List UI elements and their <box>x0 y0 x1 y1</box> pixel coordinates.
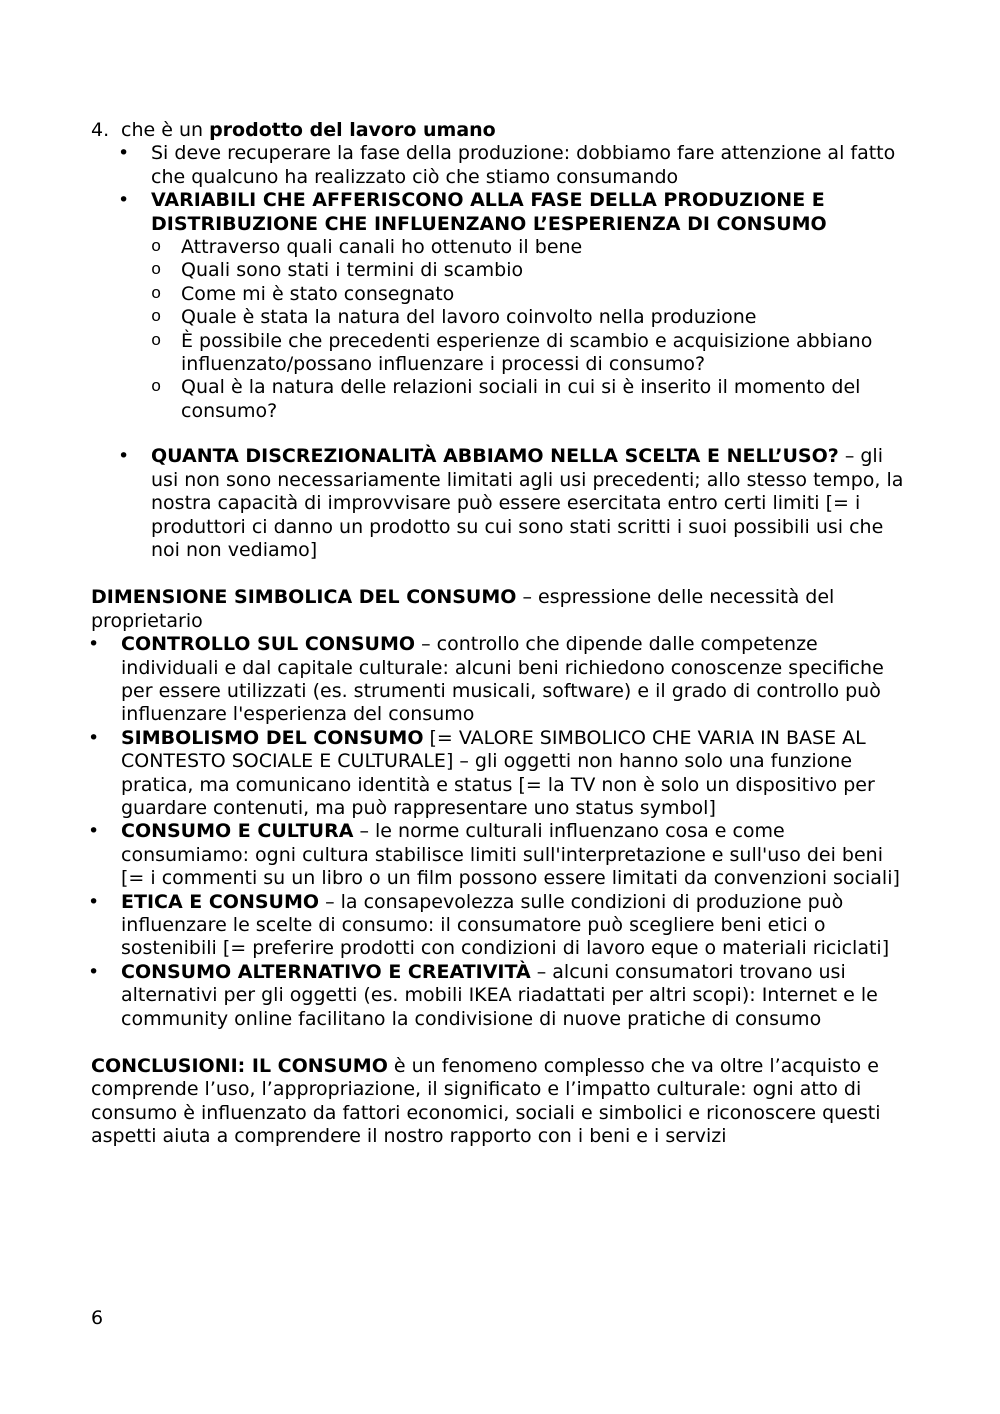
list-item-heading: SIMBOLISMO DEL CONSUMO <box>121 726 424 749</box>
list-item-text: – gli usi non sono necessariamente limitati agli usi precedenti; allo stesso tempo, la nostra capacità di improvvisare può essere esercitata entro certi limiti [= i produttori ci danno un prodotto su cui sono stati scritti i suoi possibili usi che noi non vediamo] <box>151 445 904 561</box>
list-item-heading: CONSUMO ALTERNATIVO E CREATIVITÀ <box>121 960 531 983</box>
sub-list-item-text: Attraverso quali canali ho ottenuto il bene <box>181 236 583 259</box>
list-item-heading: QUANTA DISCREZIONALITÀ ABBIAMO NELLA SCELTA E NELL’USO? <box>151 445 839 468</box>
list-item-heading: ETICA E CONSUMO <box>121 890 320 913</box>
list-item <box>91 445 911 562</box>
item-text: che è un <box>121 119 210 141</box>
bullet-icon: • <box>88 820 100 843</box>
list-item <box>88 960 911 1031</box>
sub-bullet-icon: o <box>151 331 162 351</box>
sub-bullet-icon: o <box>151 308 162 328</box>
spacer <box>91 1031 911 1055</box>
list-item <box>88 633 911 727</box>
sub-bullet-icon: o <box>151 284 162 304</box>
list-item <box>88 726 911 821</box>
conclusion-paragraph <box>91 1055 911 1149</box>
item-number: 4. <box>91 119 110 141</box>
sub-list-item-text: È possibile che precedenti esperienze di scambio e acquisizione abbiano influenzato/possano influenzare i processi di consumo? <box>181 329 873 376</box>
sub-list-item <box>91 259 911 282</box>
page-content <box>88 119 911 1149</box>
section-title <box>91 586 911 633</box>
bullet-icon: • <box>118 189 130 212</box>
conclusion-text: è un fenomeno complesso che va oltre l’acquisto e comprende l’uso, l’appropriazione, il significato e l’impatto culturale: ogni atto di consumo è influenzato da fattori economici, sociali e simbolici e riconoscere questi aspetti aiuta a comprendere il nostro rapporto con i beni e i servizi <box>91 1055 881 1148</box>
item-bold-text: prodotto del lavoro umano <box>209 119 496 141</box>
sub-list-item-text: Quali sono stati i termini di scambio <box>181 259 524 282</box>
bullet-icon: • <box>88 633 100 656</box>
list-item-heading: VARIABILI CHE AFFERISCONO ALLA FASE DELLA PRODUZIONE E DISTRIBUZIONE CHE INFLUENZANO L’ESPERIENZA DI CONSUMO <box>151 189 827 235</box>
list-item-text: – la consapevolezza sulle condizioni di produzione può influenzare le scelte di consumo: il consumatore può scegliere beni etici o sostenibili [= preferire prodotti con condizioni di lavoro eque o materiali riciclati] <box>121 890 890 960</box>
bullet-icon: • <box>88 960 100 983</box>
list-item <box>91 142 911 189</box>
sub-list-item <box>91 306 911 329</box>
list-item <box>91 189 911 236</box>
sub-bullet-icon: o <box>151 378 162 398</box>
sub-list-item <box>91 283 911 306</box>
list-item-text: Si deve recuperare la fase della produzione: dobbiamo fare attenzione al fatto che qualcuno ha realizzato ciò che stiamo consumando <box>151 142 896 188</box>
page-number: 6 <box>91 1307 104 1329</box>
list-item-text: – le norme culturali influenzano cosa e come consumiamo: ogni cultura stabilisce limiti sull'interpretazione e sull'uso dei beni [= i commenti su un libro o un film possono essere limitati da convenzioni sociali] <box>121 820 900 890</box>
conclusion-heading: CONCLUSIONI: IL CONSUMO <box>91 1055 388 1078</box>
numbered-item-4 <box>91 119 911 142</box>
list-item <box>88 890 911 961</box>
sub-list-item <box>91 330 911 377</box>
sub-list-item <box>91 236 911 259</box>
spacer <box>91 562 911 586</box>
sub-list-item <box>91 376 911 423</box>
sub-bullet-icon: o <box>151 238 162 258</box>
sub-list-item-text: Come mi è stato consegnato <box>181 282 455 305</box>
list-item-text: – alcuni consumatori trovano usi alternativi per gli oggetti (es. mobili IKEA riadattati per altri scopi): Internet e le community online facilitano la condivisione di nuove pratiche di consumo <box>121 960 878 1030</box>
section-title-text: – espressione delle necessità del proprietario <box>91 586 835 632</box>
list-item-text: – controllo che dipende dalle competenze individuali e dal capitale culturale: alcuni beni richiedono conoscenze specifiche per essere utilizzati (es. strumenti musicali, software) e il grado di controllo può influenzare l'esperienza del consumo <box>121 633 884 726</box>
list-item-heading: CONSUMO E CULTURA <box>121 820 354 843</box>
sub-list-item-text: Quale è stata la natura del lavoro coinvolto nella produzione <box>181 306 757 329</box>
list-item-text: [= VALORE SIMBOLICO CHE VARIA IN BASE AL CONTESTO SOCIALE E CULTURALE] – gli oggetti non hanno solo una funzione pratica, ma comunicano identità e status [= la TV non è solo un dispositivo per guardare contenuti, ma può rappresentare uno status symbol] <box>121 726 875 819</box>
list-item <box>88 820 911 890</box>
list-item-heading: CONTROLLO SUL CONSUMO <box>121 633 416 656</box>
section-title-bold: DIMENSIONE SIMBOLICA DEL CONSUMO <box>91 586 517 609</box>
spacer <box>91 423 911 445</box>
bullet-icon: • <box>118 142 130 165</box>
bullet-icon: • <box>88 890 100 913</box>
sub-list-item-text: Qual è la natura delle relazioni sociali in cui si è inserito il momento del consumo? <box>181 376 861 422</box>
sub-bullet-icon: o <box>151 261 162 281</box>
bullet-icon: • <box>88 726 100 749</box>
bullet-icon: • <box>118 445 130 468</box>
